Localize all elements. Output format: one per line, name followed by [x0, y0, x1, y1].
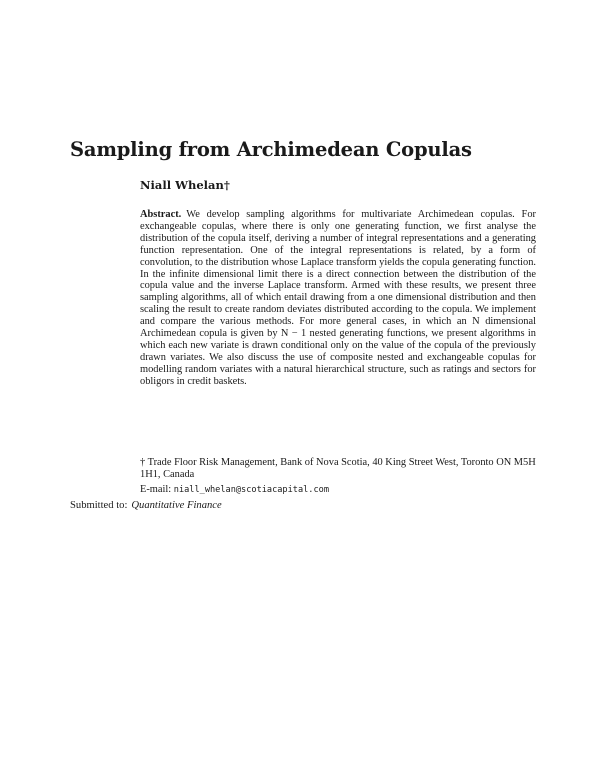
- journal-name: Quantitative Finance: [131, 500, 222, 511]
- submission-note: [70, 500, 222, 511]
- abstract-text: We develop sampling algorithms for multivariate Archimedean copulas. For exchangeable copulas, where there is only one generating function, we first analyse the distribution of the copula itself, deriving a number of integral representations and a generating function representation. One of the integral representations is related, by a form of convolution, to the distribution whose Laplace transform yields the copula generating function. In the infinite dimensional limit there is a direct connection between the distribution of the copula value and the inverse Laplace transform. Armed with these results, we present three sampling algorithms, all of which entail drawing from a one dimensional distribution and then scaling the result to create random deviates distributed according to the copula. We implement and compare the various methods. For more general cases, in which an N dimensional Archimedean copula is given by N − 1 nested generating functions, we present algorithms in which each new variate is drawn conditional only on the value of the copula of the previously drawn variates. We also discuss the use of composite nested and exchangeable copulas for modelling random variates with a natural hierarchical structure, such as ratings and sectors for obligors in credit baskets.: [140, 209, 536, 387]
- email-line: [140, 484, 329, 495]
- paper-title: Sampling from Archimedean Copulas: [70, 138, 472, 161]
- submitted-label: Submitted to:: [70, 500, 128, 511]
- abstract-label: Abstract.: [140, 209, 182, 220]
- email-label: E-mail:: [140, 484, 172, 495]
- email-address[interactable]: niall_whelan@scotiacapital.com: [173, 485, 329, 495]
- abstract: [140, 209, 536, 388]
- author-affiliation: † Trade Floor Risk Management, Bank of Nova Scotia, 40 King Street West, Toronto ON M5H 1H1, Canada: [140, 457, 536, 480]
- author-name: Niall Whelan†: [140, 178, 230, 192]
